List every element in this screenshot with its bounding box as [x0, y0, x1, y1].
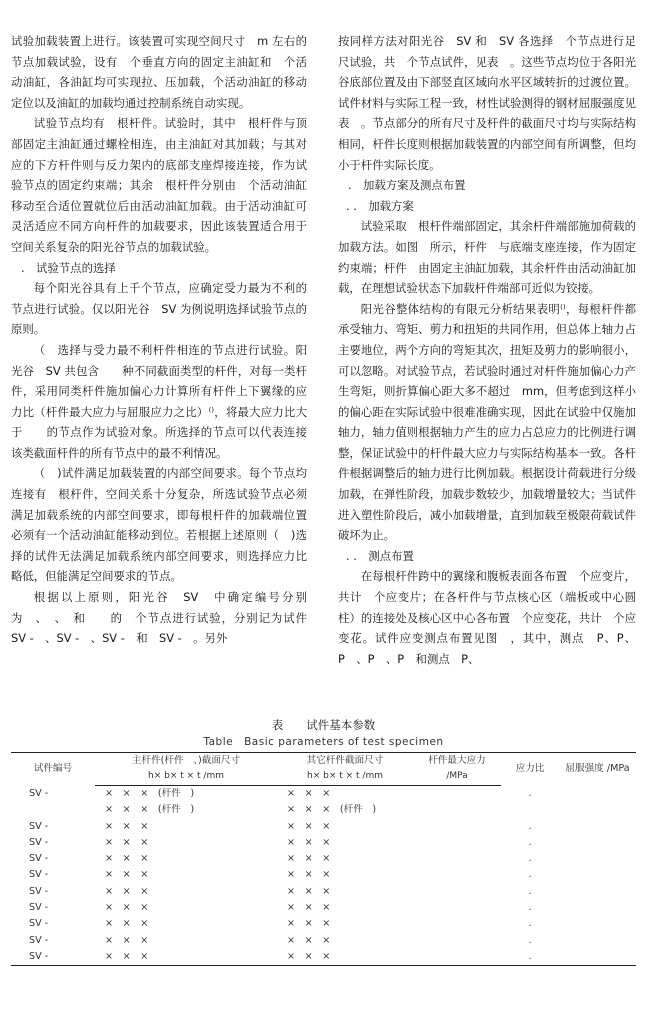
specimen-parameters-table: [11, 716, 636, 966]
specimen-id-cell: SV -: [29, 934, 49, 946]
main-member-cell: × × × (杆件 ): [105, 788, 195, 799]
main-member-cell: × × ×: [105, 902, 149, 914]
max-stress-cell: [413, 786, 501, 803]
yield-strength-cell: [559, 851, 636, 867]
main-member-cell: × × ×: [105, 853, 149, 865]
specimen-id-cell: SV -: [11, 949, 95, 966]
other-member-cell: × × ×: [287, 902, 331, 914]
paragraph: 试验节点均有 根杆件。试验时，其中 根杆件与顶部固定主油缸通过螺栓相连，由主油缸对其加载；与其对应的下方杆件则与反力架内的底部支座焊接连接，作为试验节点的固定约束端；其余 根杆件分别由 个活动油缸移动至合适位置就位后由活动油缸加载。由于活动油缸可灵活适应不同方向杆件的加载要求，因此该装置适合用于空间关系复杂的阳光谷节点的加载试验。: [11, 116, 307, 254]
specimen-id-cell: SV -: [29, 836, 49, 848]
table-row: [11, 851, 636, 867]
header-specimen: 试件编号: [11, 753, 95, 786]
yield-strength-cell: [559, 786, 636, 803]
specimen-id-cell: SV -: [29, 885, 49, 897]
yield-strength-cell: [559, 819, 636, 835]
table-row: [11, 786, 636, 803]
paragraph: 试验加载装置上进行。该装置可实现空间尺寸 m 左右的节点加载试验，设有 个垂直方向的固定主油缸和 个活动油缸，各油缸均可实现拉、压加载，个活动油缸的移动定位以及油缸的加载均通过控制系统自动实现。: [11, 34, 307, 110]
main-member-cell: × × ×: [105, 820, 149, 832]
table-row: [11, 916, 636, 932]
main-member-cell: × × × (杆件 ): [105, 804, 195, 816]
max-stress-cell: [413, 900, 501, 916]
stress-ratio-cell: .: [528, 869, 532, 881]
table-row: [11, 835, 636, 851]
section-heading: . . 加载方案: [346, 198, 414, 213]
header-max-stress-units: /MPa: [413, 769, 501, 786]
paragraph: 根据以上原则，阳光谷 SV 中确定编号分别为 、 、 和 的 个节点进行试验，分别记为试件 SV - 、SV - 、SV - 和 SV - 。另外: [11, 590, 319, 646]
stress-ratio-cell: .: [528, 836, 532, 848]
other-member-cell: × × × (杆件 ): [287, 804, 377, 816]
paragraph: （ )试件满足加载装置的内部空间要求。每个节点均连接有 根杆件，空间关系十分复杂，所选试验节点必须满足加载系统的内部空间要求，即每根杆件的加载端位置必须有一个活动油缸能移动到位。若根据上述原则（ )选择的试件无法满足加载系统内部空间要求，则选择应力比略低，但能满足空间要求的节点。: [11, 466, 307, 584]
yield-strength-cell: [559, 949, 636, 966]
stress-ratio-cell: .: [501, 949, 559, 966]
main-member-cell: × × ×: [105, 836, 149, 848]
max-stress-cell: [413, 916, 501, 932]
other-member-cell: × × ×: [287, 836, 331, 848]
table-row: [11, 933, 636, 949]
main-member-cell: × × ×: [105, 934, 149, 946]
yield-strength-cell: [559, 884, 636, 900]
specimen-id-cell: SV -: [29, 902, 49, 914]
main-member-cell: × × ×: [105, 869, 149, 881]
other-member-cell: × × ×: [287, 918, 331, 930]
other-member-cell: × × ×: [277, 949, 413, 966]
table-row: [11, 949, 636, 966]
specimen-id-cell: SV -: [29, 853, 49, 865]
paragraph: 按同样方法对阳光谷 SV 和 SV 各选择 个节点进行足尺试验，共 个节点试件，见表 。这些节点均位于各阳光谷底部位置及由下部竖直区域向水平区域转折的过渡位置。试件材料与实际工程一致，材性试验测得的钢材屈服强度见表 。节点部分的所有尺寸及杆件的截面尺寸均与实际结构相同，杆件长度则根据加载装置的内部空间有所调整，但均小于杆件实际长度。: [338, 34, 636, 172]
section-heading: . 试验节点的选择: [21, 260, 116, 275]
max-stress-cell: [413, 819, 501, 835]
section-heading: . . 测点布置: [346, 548, 414, 563]
header-other-member: 其它杆件截面尺寸: [277, 753, 413, 770]
paragraph: （ 选择与受力最不利杆件相连的节点进行试验。阳光谷 SV 共包含 种不同截面类型的杆件，对每一类杆件，采用同类杆件施加偏心力计算所有杆件上下翼缘的应力比（杆件最大应力与屈服应力之比）⁽⁾，将最大应力比大于 的节点作为试验对象。所选择的节点可以代表连接该类截面杆件的所有节点中的最不利情况。: [11, 342, 307, 460]
table-row: [11, 900, 636, 916]
specimen-id-cell: SV -: [29, 787, 49, 799]
paragraph: 每个阳光谷具有上千个节点，应确定受力最为不利的节点进行试验。仅以阳光谷 SV 为例说明选择试验节点的原则。: [11, 281, 307, 337]
table-row: [11, 884, 636, 900]
header-main-member-units: h× b× t × t /mm: [95, 769, 277, 786]
specimen-id-cell: SV -: [29, 820, 49, 832]
yield-strength-cell: [559, 802, 636, 818]
header-main-member: 主杆件(杆件 、)截面尺寸: [95, 753, 277, 770]
paragraph: 阳光谷整体结构的有限元分析结果表明⁽⁾，每根杆件都承受轴力、弯矩、剪力和扭矩的共同作用，但总体上轴力占主要地位，两个方向的弯矩其次，扭矩及剪力的影响很小，可以忽略。对试验节点，若试验时通过对杆件施加偏心力产生弯矩，则折算偏心距大多不超过 mm，但考虑到这样小的偏心距在实际试验中很难准确实现，因此在试验中仅施加轴力，轴力值则根据轴力产生的应力占总应力的比例进行调整，保证试验中的杆件最大应力与实际结构基本一致。各杆件根据调整后的轴力进行比例加载。根据设计荷载进行分级加载，在弹性阶段，加载步数较少，加载增量较大；当试件进入塑性阶段后，减小加载增量，直到加载至极限荷载试件破坏为止。: [338, 301, 636, 543]
header-stress-ratio: 应力比: [501, 753, 559, 786]
table-row: [11, 867, 636, 883]
right-text-column: [338, 31, 636, 669]
max-stress-cell: [413, 884, 501, 900]
main-member-cell: × × ×: [95, 949, 277, 966]
other-member-cell: × × ×: [287, 934, 331, 946]
left-text-column: [11, 31, 319, 649]
specimen-id-cell: [11, 802, 95, 818]
other-member-cell: × × ×: [287, 853, 331, 865]
yield-strength-cell: [559, 867, 636, 883]
max-stress-cell: [413, 949, 501, 966]
main-member-cell: × × ×: [105, 918, 149, 930]
stress-ratio-cell: .: [528, 902, 532, 914]
table-row: [11, 819, 636, 835]
stress-ratio-cell: .: [528, 918, 532, 930]
paragraph: 试验采取 根杆件端部固定，其余杆件端部施加荷载的加载方法。如图 所示，杆件 与底端支座连接，作为固定约束端；杆件 由固定主油缸加载，其余杆件由活动油缸加载，在理想试验状态下加载杆件端部可近似为铰接。: [338, 219, 636, 296]
specimen-id-cell: SV -: [29, 869, 49, 881]
table-caption-en: Table Basic parameters of test specimen: [203, 736, 444, 748]
max-stress-cell: [413, 835, 501, 851]
header-max-stress: 杆件最大应力: [413, 753, 501, 770]
yield-strength-cell: [559, 916, 636, 932]
other-member-cell: × × ×: [287, 788, 331, 799]
max-stress-cell: [413, 867, 501, 883]
main-member-cell: × × ×: [105, 885, 149, 897]
max-stress-cell: [413, 851, 501, 867]
stress-ratio-cell: .: [528, 934, 532, 946]
stress-ratio-cell: .: [528, 787, 532, 799]
yield-strength-cell: [559, 933, 636, 949]
other-member-cell: × × ×: [287, 885, 331, 897]
header-yield-strength: 屈服强度 /MPa: [559, 753, 636, 786]
yield-strength-cell: [559, 900, 636, 916]
section-heading: . 加载方案及测点布置: [348, 178, 466, 193]
header-other-member-units: h× b× t × t /mm: [277, 769, 413, 786]
table-body: [11, 786, 636, 966]
other-member-cell: × × ×: [287, 820, 331, 832]
stress-ratio-cell: .: [528, 885, 532, 897]
stress-ratio-cell: .: [528, 820, 532, 832]
table-row: [11, 802, 636, 818]
max-stress-cell: [413, 802, 501, 818]
paragraph: 在每根杆件跨中的翼缘和腹板表面各布置 个应变片，共计 个应变片；在各杆件与节点核心区（端板或中心圆柱）的连接处及核心区中心各布置 个应变花，共计 个应变花。试件应变测点布置见图 ，其中，测点 P、P、P 、P 、P 和测点 P、: [338, 569, 636, 666]
stress-ratio-cell: .: [528, 853, 532, 865]
max-stress-cell: [413, 933, 501, 949]
specimen-id-cell: SV -: [29, 918, 49, 930]
table-caption-zh: 表 试件基本参数: [271, 718, 376, 732]
yield-strength-cell: [559, 835, 636, 851]
other-member-cell: × × ×: [287, 869, 331, 881]
stress-ratio-cell: [501, 802, 559, 818]
